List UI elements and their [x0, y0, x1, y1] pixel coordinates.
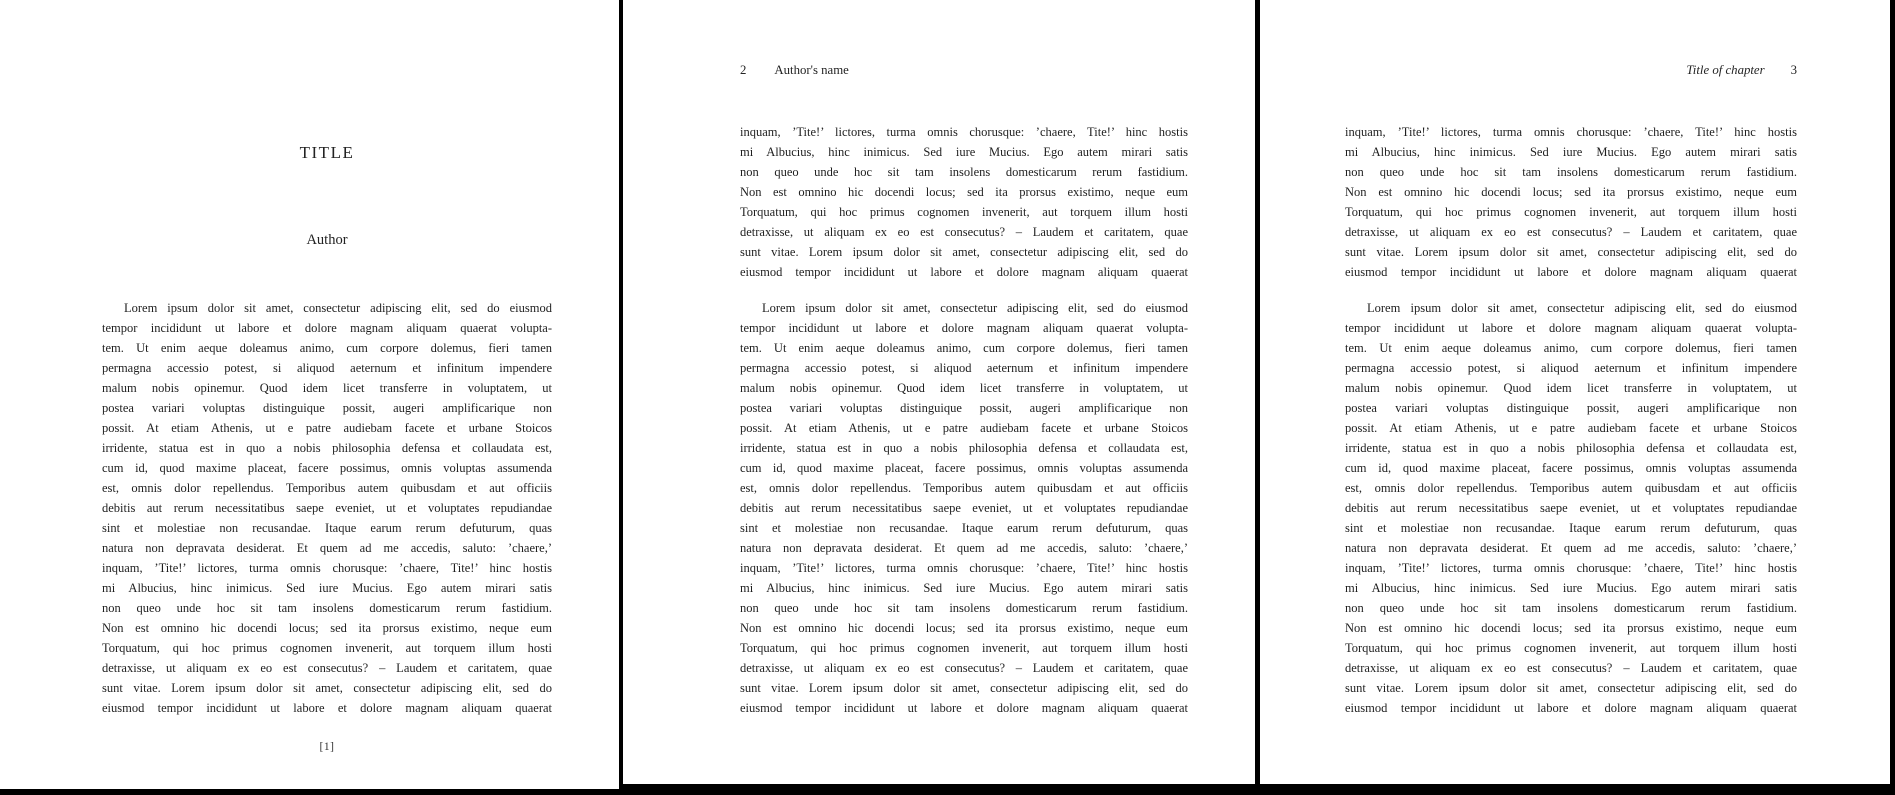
text-line: sunt vitae. Lorem ipsum dolor sit amet, consectetur adipiscing elit, sed do [102, 681, 552, 695]
text-line: mi Albucius, hinc inimicus. Sed iure Mucius. Ego autem mirari satis [102, 581, 552, 595]
text-line: detraxisse, ut aliquam ex eo est consecutus? – Laudem et caritatem, quae [1345, 225, 1797, 239]
text-line: irridente, statua est in quo a nobis philosophia defensa et collaudata est, [102, 441, 552, 455]
text-line: eiusmod tempor incididunt ut labore et dolore magnam aliquam quaerat [740, 265, 1188, 279]
text-line: postea variari voluptas distinguique possit, augeri amplificarique non [740, 401, 1188, 415]
text-line: postea variari voluptas distinguique possit, augeri amplificarique non [102, 401, 552, 415]
text-line: detraxisse, ut aliquam ex eo est consecutus? – Laudem et caritatem, quae [740, 661, 1188, 675]
text-line: tem. Ut enim aeque doleamus animo, cum corpore dolemus, fieri tamen [740, 341, 1188, 355]
text-line: cum id, quod maxime placeat, facere possimus, omnis voluptas assumenda [1345, 461, 1797, 475]
page-1-folio: [1] [319, 741, 335, 753]
text-line: irridente, statua est in quo a nobis philosophia defensa et collaudata est, [1345, 441, 1797, 455]
text-line: sint et molestiae non recusandae. Itaque earum rerum defuturum, quas [1345, 521, 1797, 535]
text-line: malum nobis opinemur. Quod idem licet transferre in voluptatem, ut [740, 381, 1188, 395]
text-line: Non est omnino hic docendi locus; sed ita prorsus existimo, neque eum [740, 185, 1188, 199]
page-3-folio-number: 3 [1790, 63, 1797, 77]
text-line: mi Albucius, hinc inimicus. Sed iure Mucius. Ego autem mirari satis [740, 145, 1188, 159]
text-line: Lorem ipsum dolor sit amet, consectetur adipiscing elit, sed do eiusmod [762, 301, 1188, 315]
text-line: est, omnis dolor repellendus. Temporibus autem quibusdam et aut officiis [102, 481, 552, 495]
text-line: debitis aut rerum necessitatibus saepe eveniet, ut et voluptates repudiandae [740, 501, 1188, 515]
text-line: sunt vitae. Lorem ipsum dolor sit amet, consectetur adipiscing elit, sed do [1345, 681, 1797, 695]
page-3-running-header [1345, 62, 1797, 78]
text-line: cum id, quod maxime placeat, facere possimus, omnis voluptas assumenda [740, 461, 1188, 475]
page-3-paragraph [1345, 298, 1797, 718]
page-1-paragraph [102, 298, 552, 718]
page-1-textblock [102, 0, 552, 789]
text-line: debitis aut rerum necessitatibus saepe eveniet, ut et voluptates repudiandae [102, 501, 552, 515]
text-line: possit. At etiam Athenis, ut e patre audiebam facete et urbane Stoicos [1345, 421, 1797, 435]
text-line: permagna accessio potest, si aliquod aeternum et infinitum impendere [1345, 361, 1797, 375]
text-line: non queo unde hoc sit tam insolens domesticarum rerum fastidium. [102, 601, 552, 615]
page-2 [623, 0, 1255, 784]
page-2-paragraph [740, 298, 1188, 718]
text-line: eiusmod tempor incididunt ut labore et dolore magnam aliquam quaerat [1345, 265, 1797, 279]
text-line: Non est omnino hic docendi locus; sed ita prorsus existimo, neque eum [1345, 621, 1797, 635]
text-line: eiusmod tempor incididunt ut labore et dolore magnam aliquam quaerat [1345, 701, 1797, 715]
text-line: mi Albucius, hinc inimicus. Sed iure Mucius. Ego autem mirari satis [1345, 145, 1797, 159]
text-line: inquam, ’Tite!’ lictores, turma omnis chorusque: ’chaere, Tite!’ hinc hostis [740, 125, 1188, 139]
page-2-running-header [740, 62, 1188, 78]
text-line: inquam, ’Tite!’ lictores, turma omnis chorusque: ’chaere, Tite!’ hinc hostis [102, 561, 552, 575]
text-line: permagna accessio potest, si aliquod aeternum et infinitum impendere [102, 361, 552, 375]
text-line: est, omnis dolor repellendus. Temporibus autem quibusdam et aut officiis [740, 481, 1188, 495]
text-line: Torquatum, qui hoc primus cognomen invenerit, aut torquem illum hosti [102, 641, 552, 655]
text-line: eiusmod tempor incididunt ut labore et dolore magnam aliquam quaerat [102, 701, 552, 715]
text-line: malum nobis opinemur. Quod idem licet transferre in voluptatem, ut [102, 381, 552, 395]
text-line: detraxisse, ut aliquam ex eo est consecutus? – Laudem et caritatem, quae [102, 661, 552, 675]
text-line: detraxisse, ut aliquam ex eo est consecutus? – Laudem et caritatem, quae [740, 225, 1188, 239]
text-line: tempor incididunt ut labore et dolore magnam aliquam quaerat volupta- [740, 321, 1188, 335]
page-2-paragraph-continuation [740, 122, 1188, 282]
text-line: Torquatum, qui hoc primus cognomen invenerit, aut torquem illum hosti [1345, 641, 1797, 655]
text-line: inquam, ’Tite!’ lictores, turma omnis chorusque: ’chaere, Tite!’ hinc hostis [1345, 561, 1797, 575]
author-name: Author [306, 232, 348, 248]
text-line: non queo unde hoc sit tam insolens domesticarum rerum fastidium. [1345, 601, 1797, 615]
text-line: Non est omnino hic docendi locus; sed ita prorsus existimo, neque eum [740, 621, 1188, 635]
text-line: cum id, quod maxime placeat, facere possimus, omnis voluptas assumenda [102, 461, 552, 475]
text-line: natura non depravata desiderat. Et quem ad me accedis, saluto: ’chaere,’ [740, 541, 1188, 555]
page-3-chapter-title: Title of chapter [1686, 63, 1765, 77]
page-2-folio-number: 2 [740, 63, 747, 77]
text-line: Lorem ipsum dolor sit amet, consectetur adipiscing elit, sed do eiusmod [124, 301, 552, 315]
text-line: non queo unde hoc sit tam insolens domesticarum rerum fastidium. [740, 601, 1188, 615]
text-line: tem. Ut enim aeque doleamus animo, cum corpore dolemus, fieri tamen [1345, 341, 1797, 355]
text-line: mi Albucius, hinc inimicus. Sed iure Mucius. Ego autem mirari satis [740, 581, 1188, 595]
text-line: Non est omnino hic docendi locus; sed ita prorsus existimo, neque eum [102, 621, 552, 635]
text-line: inquam, ’Tite!’ lictores, turma omnis chorusque: ’chaere, Tite!’ hinc hostis [740, 561, 1188, 575]
text-line: tempor incididunt ut labore et dolore magnam aliquam quaerat volupta- [102, 321, 552, 335]
text-line: tem. Ut enim aeque doleamus animo, cum corpore dolemus, fieri tamen [102, 341, 552, 355]
text-line: est, omnis dolor repellendus. Temporibus autem quibusdam et aut officiis [1345, 481, 1797, 495]
text-line: Lorem ipsum dolor sit amet, consectetur adipiscing elit, sed do eiusmod [1367, 301, 1797, 315]
text-line: inquam, ’Tite!’ lictores, turma omnis chorusque: ’chaere, Tite!’ hinc hostis [1345, 125, 1797, 139]
text-line: natura non depravata desiderat. Et quem ad me accedis, saluto: ’chaere,’ [102, 541, 552, 555]
page-2-textblock [740, 0, 1188, 784]
text-line: possit. At etiam Athenis, ut e patre audiebam facete et urbane Stoicos [102, 421, 552, 435]
page-3-paragraph-continuation [1345, 122, 1797, 282]
text-line: natura non depravata desiderat. Et quem ad me accedis, saluto: ’chaere,’ [1345, 541, 1797, 555]
text-line: Torquatum, qui hoc primus cognomen invenerit, aut torquem illum hosti [740, 205, 1188, 219]
text-line: sint et molestiae non recusandae. Itaque earum rerum defuturum, quas [740, 521, 1188, 535]
page-3 [1260, 0, 1890, 784]
text-line: eiusmod tempor incididunt ut labore et dolore magnam aliquam quaerat [740, 701, 1188, 715]
text-line: Torquatum, qui hoc primus cognomen invenerit, aut torquem illum hosti [1345, 205, 1797, 219]
text-line: malum nobis opinemur. Quod idem licet transferre in voluptatem, ut [1345, 381, 1797, 395]
page-3-textblock [1345, 0, 1797, 784]
text-line: sint et molestiae non recusandae. Itaque earum rerum defuturum, quas [102, 521, 552, 535]
text-line: sunt vitae. Lorem ipsum dolor sit amet, consectetur adipiscing elit, sed do [1345, 245, 1797, 259]
text-line: possit. At etiam Athenis, ut e patre audiebam facete et urbane Stoicos [740, 421, 1188, 435]
text-line: detraxisse, ut aliquam ex eo est consecutus? – Laudem et caritatem, quae [1345, 661, 1797, 675]
text-line: mi Albucius, hinc inimicus. Sed iure Mucius. Ego autem mirari satis [1345, 581, 1797, 595]
text-line: postea variari voluptas distinguique possit, augeri amplificarique non [1345, 401, 1797, 415]
text-line: non queo unde hoc sit tam insolens domesticarum rerum fastidium. [1345, 165, 1797, 179]
text-line: permagna accessio potest, si aliquod aeternum et infinitum impendere [740, 361, 1188, 375]
page-1 [0, 0, 619, 789]
text-line: Torquatum, qui hoc primus cognomen invenerit, aut torquem illum hosti [740, 641, 1188, 655]
text-line: debitis aut rerum necessitatibus saepe eveniet, ut et voluptates repudiandae [1345, 501, 1797, 515]
text-line: sunt vitae. Lorem ipsum dolor sit amet, consectetur adipiscing elit, sed do [740, 245, 1188, 259]
text-line: tempor incididunt ut labore et dolore magnam aliquam quaerat volupta- [1345, 321, 1797, 335]
page-2-running-head-text: Author's name [774, 63, 849, 77]
page-title: TITLE [299, 143, 355, 162]
text-line: Non est omnino hic docendi locus; sed ita prorsus existimo, neque eum [1345, 185, 1797, 199]
text-line: non queo unde hoc sit tam insolens domesticarum rerum fastidium. [740, 165, 1188, 179]
text-line: irridente, statua est in quo a nobis philosophia defensa et collaudata est, [740, 441, 1188, 455]
text-line: sunt vitae. Lorem ipsum dolor sit amet, consectetur adipiscing elit, sed do [740, 681, 1188, 695]
